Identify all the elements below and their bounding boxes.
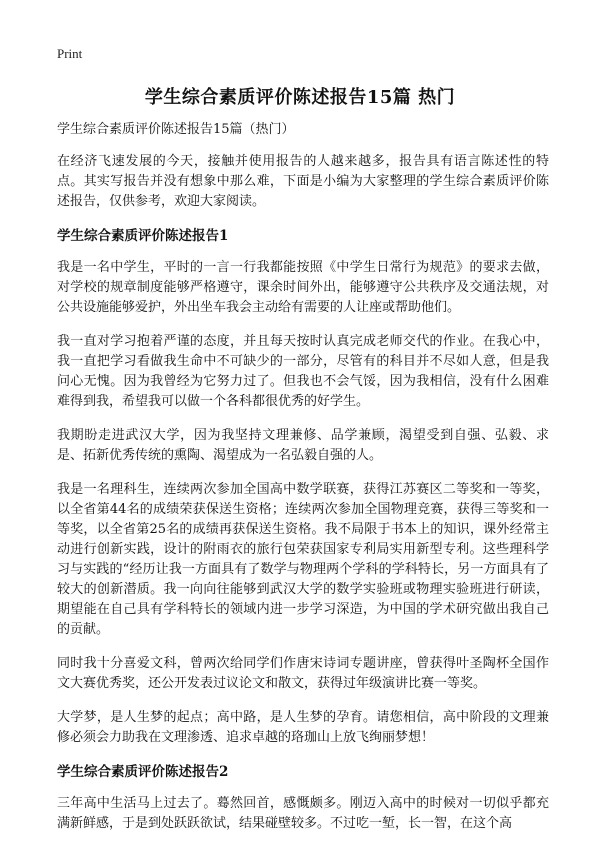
paragraph: 我一直对学习抱着严谨的态度，并且每天按时认真完成老师交代的作业。在我心中，我一直把学习看做我生命中不可缺少的一部分，尽管有的科目并不尽如人意，但是我问心无愧。因为我曾经为它努力过了。但我也不会气馁，因为我相信，没有什么困难难得到我，希望我可以做一个各科都很优秀的好学生。	[57, 334, 549, 409]
section-2	[57, 762, 549, 834]
paragraph: 我期盼走进武汉大学，因为我坚持文理兼修、品学兼顾，渴望受到自强、弘毅、求是、拓新优秀传统的熏陶、渴望成为一名弘毅自强的人。	[57, 428, 549, 463]
print-link[interactable]: Print	[57, 46, 83, 61]
page-title: 学生综合素质评价陈述报告15篇 热门	[144, 87, 456, 108]
section-heading: 学生综合素质评价陈述报告2	[57, 764, 229, 780]
paragraph: 三年高中生活马上过去了。蓦然回首，感慨颇多。刚迈入高中的时候对一切似乎都充满新鲜感，于是到处跃跃欲试，结果碰壁较多。不过吃一堑，长一智，在这个高	[57, 796, 549, 831]
intro-paragraph: 在经济飞速发展的今天，接触并使用报告的人越来越多，报告具有语言陈述性的特点。其实写报告并没有想象中那么难，下面是小编为大家整理的学生综合素质评价陈述报告，仅供参考，欢迎大家阅读。	[57, 154, 549, 209]
section-heading: 学生综合素质评价陈述报告1	[57, 228, 229, 244]
paragraph: 大学梦，是人生梦的起点；高中路，是人生梦的孕育。请您相信，高中阶段的文理兼修必须会力助我在文理渗透、追求卓越的珞珈山上放飞绚丽梦想！	[57, 710, 549, 745]
section-1	[57, 226, 549, 748]
document-subtitle: 学生综合素质评价陈述报告15篇（热门）	[57, 122, 295, 137]
paragraph: 我是一名中学生，平时的一言一行我都能按照《中学生日常行为规范》的要求去做，对学校的规章制度能够严格遵守，课余时间外出，能够遵守公共秩序及交通法规，对公共设施能够爱护，外出坐车我会主动给有需要的人让座或帮助他们。	[57, 260, 549, 315]
paragraph: 我是一名理科生，连续两次参加全国高中数学联赛，获得江苏赛区二等奖和一等奖，以全省第44名的成绩荣获保送生资格；连续两次参加全国物理竞赛，获得三等奖和一等奖，以全省第25名的成绩再获保送生资格。我不局限于书本上的知识，课外经常主动进行创新实践，设计的附雨衣的旅行包荣获国家专利局实用新型专利。这些理科学习与实践的“经历让我一方面具有了数学与物理两个学科的学科特长，另一方面具有了较大的创新潜质。我一向向往能够到武汉大学的数学实验班或物理实验班进行研读，期望能在自己具有学科特长的领域内进一步学习深造，为中国的学术研究做出我自己的贡献。	[57, 482, 549, 637]
paragraph: 同时我十分喜爱文科，曾两次给同学们作唐宋诗词专题讲座，曾获得叶圣陶杯全国作文大赛优秀奖，还公开发表过议论文和散文，获得过年级演讲比赛一等奖。	[57, 656, 549, 691]
document-body	[57, 121, 549, 848]
